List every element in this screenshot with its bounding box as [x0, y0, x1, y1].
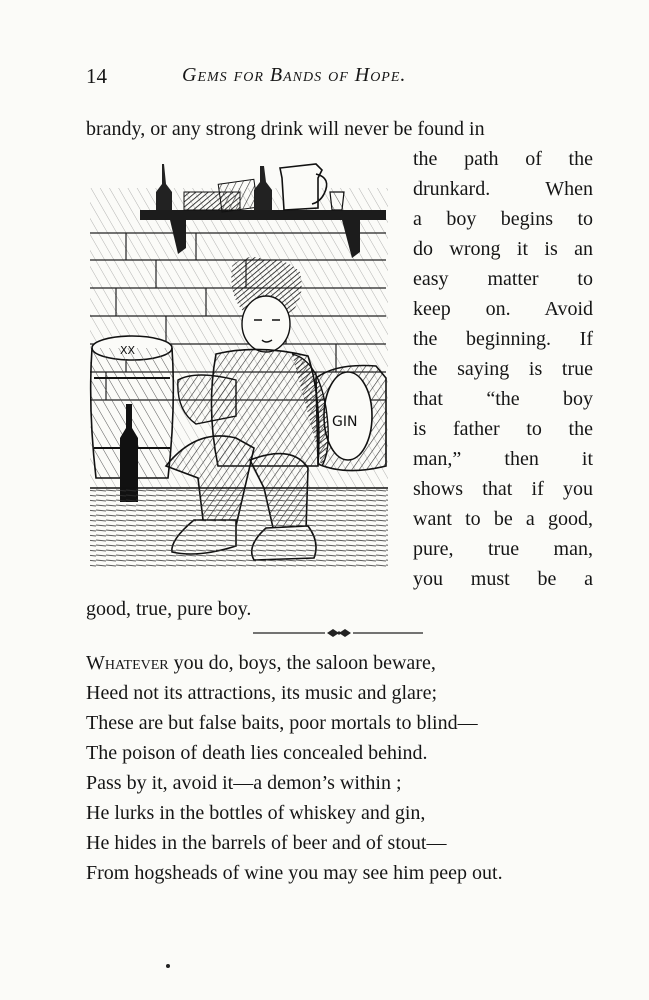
- side-line: drunkard. When: [413, 178, 593, 200]
- side-line: the path of the: [413, 148, 593, 170]
- poem-line: These are but false baits, poor mortals to blind—: [86, 712, 478, 734]
- side-line: the beginning. If: [413, 328, 593, 350]
- side-line: do wrong it is an: [413, 238, 593, 260]
- prose-first-line: brandy, or any strong drink will never be found in: [86, 118, 485, 140]
- poem-line: He hides in the barrels of beer and of stout—: [86, 832, 447, 854]
- section-divider: [253, 626, 423, 640]
- poem-line: Pass by it, avoid it—a demon’s within ;: [86, 772, 402, 794]
- poem-opening-rest: you do, boys, the saloon beware,: [168, 652, 436, 674]
- poem-line: From hogsheads of wine you may see him peep out.: [86, 862, 503, 884]
- side-line: pure, true man,: [413, 538, 593, 560]
- side-line: is father to the: [413, 418, 593, 440]
- page-header: [86, 64, 593, 94]
- side-line: shows that if you: [413, 478, 593, 500]
- side-line: the saying is true: [413, 358, 593, 380]
- poem-line: The poison of death lies concealed behind.: [86, 742, 428, 764]
- side-line: man,” then it: [413, 448, 593, 470]
- running-head: Gems for Bands of Hope.: [182, 64, 407, 86]
- side-line: want to be a good,: [413, 508, 593, 530]
- side-line: keep on. Avoid: [413, 298, 593, 320]
- print-speck: [166, 964, 170, 968]
- side-line: that “the boy: [413, 388, 593, 410]
- poem-line-first: [86, 648, 436, 678]
- poem-line: He lurks in the bottles of whiskey and gin,: [86, 802, 426, 824]
- poem-opening-word: Whatever: [86, 652, 169, 674]
- floor: [90, 488, 388, 568]
- boy-illustration: [86, 148, 404, 580]
- gin-barrel-label: GIN: [332, 414, 358, 430]
- prose-last-line: good, true, pure boy.: [86, 598, 252, 620]
- side-line: you must be a: [413, 568, 593, 590]
- side-line: a boy begins to: [413, 208, 593, 230]
- page-number: 14: [86, 64, 107, 88]
- side-line: easy matter to: [413, 268, 593, 290]
- poem-line: Heed not its attractions, its music and glare;: [86, 682, 438, 704]
- keg-mark: XX: [120, 344, 136, 357]
